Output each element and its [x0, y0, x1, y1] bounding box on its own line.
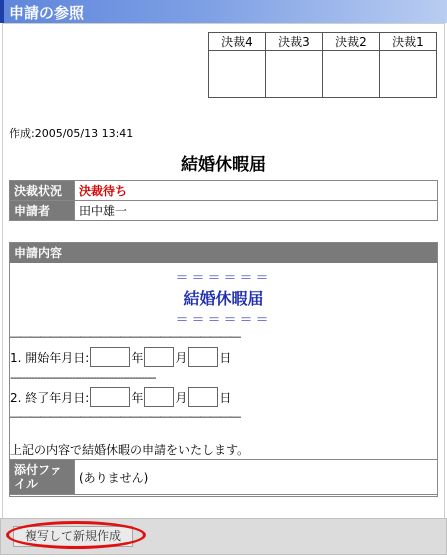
created-timestamp: 作成:2005/05/13 13:41: [9, 127, 134, 140]
end-year-box: [90, 387, 130, 407]
form-title: 結婚休暇届: [183, 289, 264, 308]
approval-stamp-cell-1: [380, 51, 437, 98]
request-message: 上記の内容で結婚休暇の申請をいたします。: [10, 443, 250, 457]
start-date-label: 1. 開始年月日:: [10, 350, 90, 365]
approval-header-3: 決裁3: [266, 33, 323, 51]
end-month-box: [144, 387, 174, 407]
copy-new-button[interactable]: 複写して新規作成: [13, 526, 133, 547]
start-day-unit: 日: [219, 350, 232, 365]
separator-line: ―――――――――――――――――――――――: [10, 330, 240, 343]
document-title: 結婚休暇届: [181, 155, 266, 175]
action-bar: [0, 518, 447, 555]
status-label: 決裁状況: [10, 181, 75, 201]
start-year-box: [90, 347, 130, 367]
status-cell: [75, 181, 438, 201]
dash-separator-line: -------------------------------------------------: [10, 371, 156, 384]
end-date-label: 2. 終了年月日:: [10, 390, 90, 405]
approval-header-1: 決裁1: [380, 33, 437, 51]
approval-stamp-cell-4: [209, 51, 266, 98]
start-day-box: [188, 347, 218, 367]
attachment-value: (ありません): [75, 460, 438, 495]
approval-stamp-cell-3: [266, 51, 323, 98]
approval-header-4: 決裁4: [209, 33, 266, 51]
attachment-label: 添付ファイル: [10, 460, 75, 495]
content-header: 申請内容: [10, 243, 437, 263]
title-bar: [0, 0, 447, 23]
approval-stamp-table: [208, 32, 437, 98]
end-date-row: [10, 386, 437, 408]
end-day-box: [188, 387, 218, 407]
title-accent: [0, 0, 4, 23]
start-month-unit: 月: [175, 350, 188, 365]
end-month-unit: 月: [175, 390, 188, 405]
approval-stamp-cell-2: [323, 51, 380, 98]
end-year-unit: 年: [131, 390, 144, 405]
applicant-value: 田中雄一: [75, 201, 438, 221]
status-value: 決裁待ち: [79, 184, 128, 198]
page-title: 申請の参照: [9, 4, 85, 22]
start-date-row: [10, 346, 437, 368]
start-month-box: [144, 347, 174, 367]
equals-line-top: ＝＝＝＝＝＝: [175, 271, 272, 286]
equals-line-bottom: ＝＝＝＝＝＝: [175, 313, 272, 328]
end-day-unit: 日: [219, 390, 232, 405]
attachment-table: [9, 459, 438, 495]
approval-header-2: 決裁2: [323, 33, 380, 51]
info-table: [9, 180, 438, 221]
start-year-unit: 年: [131, 350, 144, 365]
separator-line-bottom: ―――――――――――――――――――――――: [10, 410, 240, 423]
applicant-label: 申請者: [10, 201, 75, 221]
